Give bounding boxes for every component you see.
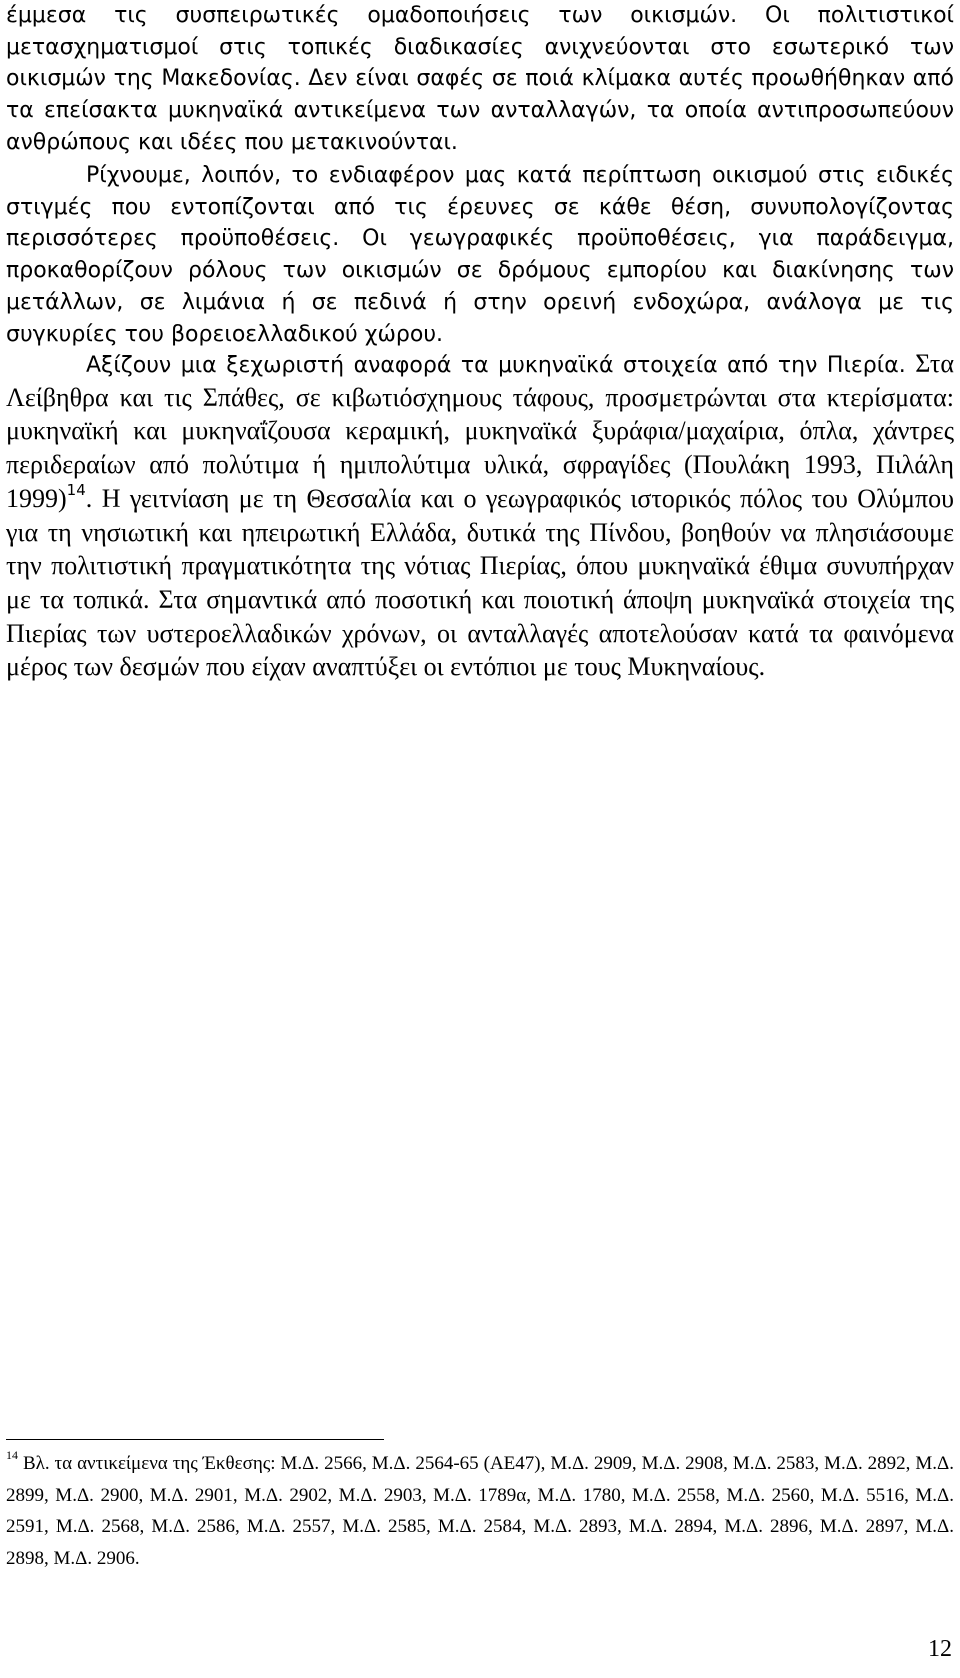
footnote-separator [6,1439,384,1440]
footnote-reference[interactable]: 14 [66,480,86,499]
paragraph-3-body-before-ref: Στα Λείβηθρα και τις Σπάθες, σε κιβωτιόσχημους τάφους, προσμετρώνται στα κτερίσματα: μυκηναϊκή και μυκηναΐζουσα κεραμική, μυκηναϊκά ξυράφια/μαχαίρια, όπλα, χάντρες περιδεραίων από πολύτιμα ή ημιπολύτιμα υλικά, σφραγίδες (Πουλάκη 1993, Πιλάλη 1999) [6,349,954,513]
paragraph-3 [6,348,954,685]
paragraph-2-text: Ρίχνουμε, λοιπόν, το ενδιαφέρον μας κατά περίπτωση οικισμού στις ειδικές στιγμές που εντοπίζονται από τις έρευνες σε κάθε θέση, συνυπολογίζοντας περισσότερες προϋποθέσεις. Οι γεωγραφικές προϋποθέσεις, για παράδειγμα, προκαθορίζουν ρόλους των οικισμών σε δρόμους εμπορίου και διακίνησης των μετάλλων, σε λιμάνια ή σε πεδινά ή στην ορεινή ενδοχώρα, ανάλογα με τις συγκυρίες του βορειοελλαδικού χώρου. [6,163,954,347]
footnote-number: 14 [6,1448,18,1462]
paragraph-3-first-sentence: Αξίζουν μια ξεχωριστή αναφορά τα μυκηναϊκά στοιχεία από την Πιερία. [86,353,906,378]
footnote [6,1448,954,1574]
paragraph-3-body-after-ref: . Η γειτνίαση με τη Θεσσαλία και ο γεωγραφικός ιστορικός πόλος του Ολύμπου για τη νησιωτική και ηπειρωτική Ελλάδα, δυτικά της Πίνδου, βοηθούν να πλησιάσουμε την πολιτιστική πραγματικότητα της νότιας Πιερίας, όπου μυκηναϊκά έθιμα συνυπήρχαν με τα τοπικά. Στα σημαντικά από ποσοτική και ποιοτική άποψη μυκηναϊκά στοιχεία της Πιερίας των υστεροελλαδικών χρόνων, οι ανταλλαγές αποτελούσαν κατά τα φαινόμενα μέρος των δεσμών που είχαν αναπτύξει οι εντόπιοι με τους Μυκηναίους. [6,483,954,682]
paragraph-1: έμμεσα τις συσπειρωτικές ομαδοποιήσεις των οικισμών. Οι πολιτιστικοί μετασχηματισμοί στις τοπικές διαδικασίες ανιχνεύονται στο εσωτερικό των οικισμών της Μακεδονίας. Δεν είναι σαφές σε ποιά κλίμακα αυτές προωθήθηκαν από τα επείσακτα μυκηναϊκά αντικείμενα των ανταλλαγών, τα οποία αντιπροσωπεύουν ανθρώπους και ιδέες που μετακινούνται. [6,3,954,155]
paragraph-2 [6,160,954,350]
page-number: 12 [928,1636,952,1662]
footnote-text: Βλ. τα αντικείμενα της Έκθεσης: Μ.Δ. 2566, Μ.Δ. 2564-65 (ΑΕ47), Μ.Δ. 2909, Μ.Δ. 2908, Μ.Δ. 2583, Μ.Δ. 2892, Μ.Δ. 2899, Μ.Δ. 2900, Μ.Δ. 2901, Μ.Δ. 2902, Μ.Δ. 2903, Μ.Δ. 1789α, Μ.Δ. 1780, Μ.Δ. 2558, Μ.Δ. 2560, Μ.Δ. 5516, Μ.Δ. 2591, Μ.Δ. 2568, Μ.Δ. 2586, Μ.Δ. 2557, Μ.Δ. 2585, Μ.Δ. 2584, Μ.Δ. 2893, Μ.Δ. 2894, Μ.Δ. 2896, Μ.Δ. 2897, Μ.Δ. 2898, Μ.Δ. 2906. [6,1453,954,1569]
